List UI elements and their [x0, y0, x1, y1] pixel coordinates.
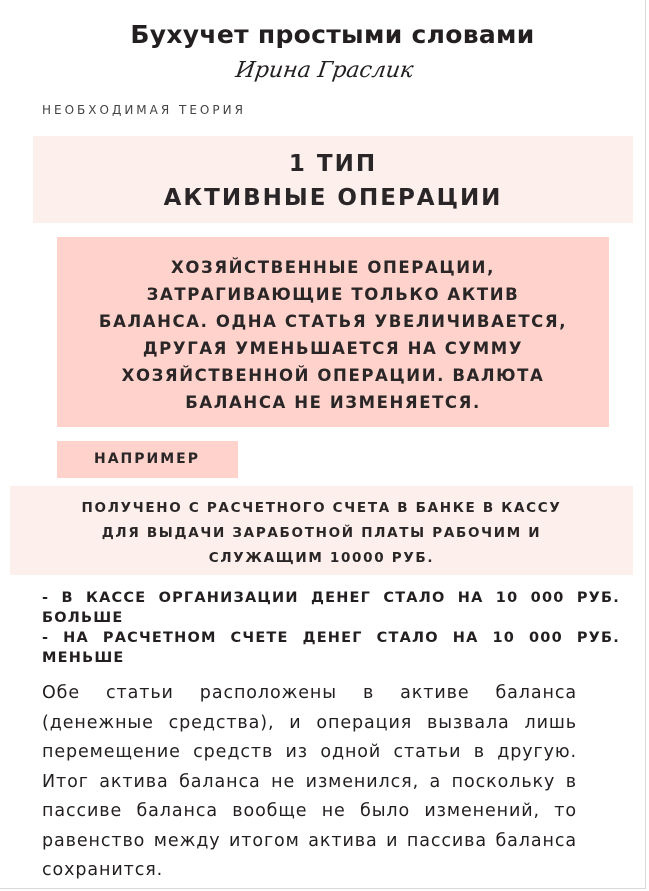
bullet-cash-text: - В КАССЕ ОРГАНИЗАЦИИ ДЕНЕГ СТАЛО НА 10 000 РУБ. — [42, 590, 620, 606]
operation-type-number: 1 ТИП — [288, 151, 378, 177]
author-signature: Ирина Граслик — [234, 58, 415, 83]
explanation-paragraph: Обе статьи расположены в активе баланса (денежные средства), и операция вызвала лишь перемещение средств из одной статьи в другую. Итог актива баланса не изменился, а поскольку в пассиве баланса вообще не было изменений, то равенство между итогом актива и пассива баланса сохранится. — [42, 683, 577, 880]
definition-line: БАЛАНСА НЕ ИЗМЕНЯЕТСЯ. — [185, 393, 481, 412]
bullet-account-text: - НА РАСЧЕТНОМ СЧЕТЕ ДЕНЕГ СТАЛО НА 10 000 РУБ. — [42, 630, 620, 646]
example-block — [10, 486, 633, 575]
example-label: НАПРИМЕР — [57, 441, 238, 478]
definition-line: ХОЗЯЙСТВЕННОЙ ОПЕРАЦИИ. ВАЛЮТА — [121, 366, 545, 385]
operation-type-block — [33, 136, 633, 223]
definition-line: ХОЗЯЙСТВЕННЫЕ ОПЕРАЦИИ, — [171, 258, 495, 277]
section-label: НЕОБХОДИМАЯ ТЕОРИЯ — [42, 103, 246, 117]
definition-line: БАЛАНСА. ОДНА СТАТЬЯ УВЕЛИЧИВАЕТСЯ, — [98, 312, 568, 331]
bullet-cash — [42, 588, 620, 628]
definition-line: ДРУГАЯ УМЕНЬШАЕТСЯ НА СУММУ — [142, 339, 524, 358]
definition-block — [57, 237, 609, 427]
bullet-account-direction: МЕНЬШЕ — [42, 650, 125, 666]
result-bullets — [42, 588, 620, 668]
example-line: ПОЛУЧЕНО С РАСЧЕТНОГО СЧЕТА В БАНКЕ В КАССУ — [81, 500, 562, 516]
operation-type-name: АКТИВНЫЕ ОПЕРАЦИИ — [163, 185, 503, 211]
bullet-account — [42, 628, 620, 668]
example-line: ДЛЯ ВЫДАЧИ ЗАРАБОТНОЙ ПЛАТЫ РАБОЧИМ И — [101, 525, 542, 541]
page-title: Бухучет простыми словами — [130, 20, 535, 49]
definition-line: ЗАТРАГИВАЮЩИЕ ТОЛЬКО АКТИВ — [146, 285, 520, 304]
example-line: СЛУЖАЩИМ 10000 РУБ. — [208, 550, 435, 566]
bullet-cash-direction: БОЛЬШЕ — [42, 610, 124, 626]
